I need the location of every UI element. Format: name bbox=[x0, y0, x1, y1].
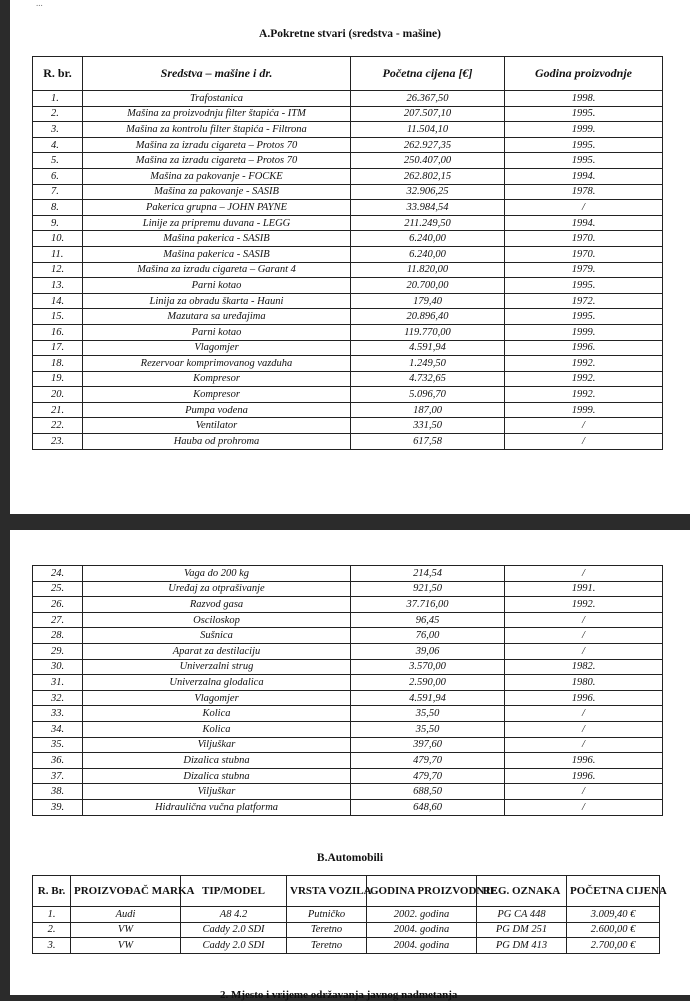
row-year: 1992. bbox=[505, 371, 663, 387]
machines-table-continued bbox=[32, 565, 663, 816]
row-number: 19. bbox=[33, 371, 83, 387]
car-model: A8 4.2 bbox=[181, 907, 287, 923]
row-price: 11.504,10 bbox=[351, 122, 505, 138]
car-year: 2004. godina bbox=[367, 938, 477, 954]
row-price: 250.407,00 bbox=[351, 153, 505, 169]
row-price: 1.249,50 bbox=[351, 356, 505, 372]
table-row bbox=[33, 799, 663, 815]
row-number: 13. bbox=[33, 278, 83, 294]
cars-header-make: PROIZVOĐAČ MARKA bbox=[71, 876, 181, 907]
row-year: 1992. bbox=[505, 356, 663, 372]
row-price: 4.591,94 bbox=[351, 690, 505, 706]
row-price: 39,06 bbox=[351, 643, 505, 659]
car-kind: Teretno bbox=[287, 938, 367, 954]
car-price: 3.009,40 € bbox=[567, 907, 660, 923]
cars-header-model: TIP/MODEL bbox=[181, 876, 287, 907]
table-row bbox=[33, 737, 663, 753]
row-price: 187,00 bbox=[351, 402, 505, 418]
car-registration: PG DM 251 bbox=[477, 922, 567, 938]
row-year: 1995. bbox=[505, 106, 663, 122]
row-number: 31. bbox=[33, 675, 83, 691]
row-price: 262.802,15 bbox=[351, 168, 505, 184]
table-row bbox=[33, 784, 663, 800]
cars-header-row bbox=[33, 876, 660, 907]
car-model: Caddy 2.0 SDI bbox=[181, 938, 287, 954]
row-price: 211.249,50 bbox=[351, 215, 505, 231]
car-registration: PG DM 413 bbox=[477, 938, 567, 954]
row-number: 12. bbox=[33, 262, 83, 278]
row-number: 22. bbox=[33, 418, 83, 434]
row-year: 1982. bbox=[505, 659, 663, 675]
section-2-heading-fragment: 2. Mjesto i vrijeme održavanja javnog nadmetanja bbox=[220, 989, 458, 1001]
header-price: Početna cijena [€] bbox=[351, 57, 505, 91]
row-year: 1980. bbox=[505, 675, 663, 691]
car-price: 2.700,00 € bbox=[567, 938, 660, 954]
car-year: 2004. godina bbox=[367, 922, 477, 938]
row-item-name: Parni kotao bbox=[83, 324, 351, 340]
row-item-name: Viljuškar bbox=[83, 784, 351, 800]
table-row bbox=[33, 324, 663, 340]
table-row bbox=[33, 309, 663, 325]
car-make: VW bbox=[71, 938, 181, 954]
row-number: 7. bbox=[33, 184, 83, 200]
row-item-name: Aparat za destilaciju bbox=[83, 643, 351, 659]
row-year: 1999. bbox=[505, 324, 663, 340]
header-year: Godina proizvodnje bbox=[505, 57, 663, 91]
header-item: Sredstva – mašine i dr. bbox=[83, 57, 351, 91]
table-row bbox=[33, 768, 663, 784]
row-year: 1972. bbox=[505, 293, 663, 309]
row-item-name: Mazutara sa uređajima bbox=[83, 309, 351, 325]
row-year: / bbox=[505, 418, 663, 434]
row-number: 37. bbox=[33, 768, 83, 784]
row-year: 1994. bbox=[505, 215, 663, 231]
table-row bbox=[33, 153, 663, 169]
row-item-name: Dizalica stubna bbox=[83, 753, 351, 769]
row-price: 207.507,10 bbox=[351, 106, 505, 122]
row-price: 3.570,00 bbox=[351, 659, 505, 675]
row-year: / bbox=[505, 643, 663, 659]
cars-header-year: GODINA PROIZVODNJE bbox=[367, 876, 477, 907]
section-b-title: B.Automobili bbox=[316, 852, 384, 864]
row-number: 6. bbox=[33, 168, 83, 184]
row-year: 1996. bbox=[505, 768, 663, 784]
car-model: Caddy 2.0 SDI bbox=[181, 922, 287, 938]
car-price: 2.600,00 € bbox=[567, 922, 660, 938]
car-kind: Putničko bbox=[287, 907, 367, 923]
machines-table-continued-body bbox=[33, 566, 663, 816]
row-item-name: Hauba od prohroma bbox=[83, 434, 351, 450]
machines-table bbox=[32, 56, 663, 450]
row-number: 14. bbox=[33, 293, 83, 309]
row-year: 1991. bbox=[505, 581, 663, 597]
row-year: 1996. bbox=[505, 690, 663, 706]
car-make: VW bbox=[71, 922, 181, 938]
row-number: 21. bbox=[33, 402, 83, 418]
row-item-name: Mašina za pakovanje - SASIB bbox=[83, 184, 351, 200]
table-row bbox=[33, 387, 663, 403]
row-item-name: Mašina za proizvodnju filter štapića - ITM bbox=[83, 106, 351, 122]
row-price: 6.240,00 bbox=[351, 231, 505, 247]
row-price: 26.367,50 bbox=[351, 91, 505, 107]
cars-header-price: POČETNA CIJENA bbox=[567, 876, 660, 907]
row-item-name: Mašina pakerica - SASIB bbox=[83, 246, 351, 262]
machines-table-body bbox=[33, 91, 663, 450]
row-year: / bbox=[505, 434, 663, 450]
row-price: 617,58 bbox=[351, 434, 505, 450]
row-number: 15. bbox=[33, 309, 83, 325]
row-price: 20.700,00 bbox=[351, 278, 505, 294]
document-page-1 bbox=[10, 0, 690, 514]
row-item-name: Kolica bbox=[83, 706, 351, 722]
row-price: 119.770,00 bbox=[351, 324, 505, 340]
row-item-name: Univerzalni strug bbox=[83, 659, 351, 675]
row-price: 33.984,54 bbox=[351, 200, 505, 216]
row-year: 1979. bbox=[505, 262, 663, 278]
page-top-fragment: ... bbox=[36, 0, 43, 8]
row-year: 1999. bbox=[505, 122, 663, 138]
row-item-name: Vlagomjer bbox=[83, 340, 351, 356]
row-year: / bbox=[505, 612, 663, 628]
row-number: 5. bbox=[33, 153, 83, 169]
table-row bbox=[33, 643, 663, 659]
row-number: 26. bbox=[33, 597, 83, 613]
cars-table-body bbox=[33, 907, 660, 954]
row-number: 11. bbox=[33, 246, 83, 262]
car-year: 2002. godina bbox=[367, 907, 477, 923]
row-price: 35,50 bbox=[351, 721, 505, 737]
table-row bbox=[33, 293, 663, 309]
table-row bbox=[33, 200, 663, 216]
table-header-row bbox=[33, 57, 663, 91]
row-price: 479,70 bbox=[351, 753, 505, 769]
row-item-name: Pumpa vodena bbox=[83, 402, 351, 418]
row-year: / bbox=[505, 200, 663, 216]
row-year: 1999. bbox=[505, 402, 663, 418]
row-item-name: Kolica bbox=[83, 721, 351, 737]
row-item-name: Razvod gasa bbox=[83, 597, 351, 613]
car-number: 1. bbox=[33, 907, 71, 923]
table-row bbox=[33, 106, 663, 122]
row-price: 96,45 bbox=[351, 612, 505, 628]
row-price: 397,60 bbox=[351, 737, 505, 753]
row-price: 11.820,00 bbox=[351, 262, 505, 278]
table-row bbox=[33, 706, 663, 722]
row-number: 34. bbox=[33, 721, 83, 737]
row-price: 648,60 bbox=[351, 799, 505, 815]
row-number: 8. bbox=[33, 200, 83, 216]
row-price: 688,50 bbox=[351, 784, 505, 800]
row-item-name: Mašina za izradu cigareta – Garant 4 bbox=[83, 262, 351, 278]
table-row bbox=[33, 215, 663, 231]
cars-header-rbr: R. Br. bbox=[33, 876, 71, 907]
row-number: 25. bbox=[33, 581, 83, 597]
row-item-name: Mašina za pakovanje - FOCKE bbox=[83, 168, 351, 184]
row-item-name: Kompresor bbox=[83, 371, 351, 387]
row-item-name: Ventilator bbox=[83, 418, 351, 434]
table-row bbox=[33, 612, 663, 628]
row-number: 28. bbox=[33, 628, 83, 644]
table-row bbox=[33, 597, 663, 613]
row-number: 20. bbox=[33, 387, 83, 403]
row-item-name: Uređaj za otprašivanje bbox=[83, 581, 351, 597]
table-row bbox=[33, 659, 663, 675]
table-row bbox=[33, 581, 663, 597]
row-year: 1992. bbox=[505, 387, 663, 403]
row-year: / bbox=[505, 706, 663, 722]
row-year: / bbox=[505, 721, 663, 737]
row-year: / bbox=[505, 566, 663, 582]
table-row bbox=[33, 721, 663, 737]
table-row bbox=[33, 231, 663, 247]
row-year: / bbox=[505, 628, 663, 644]
row-year: / bbox=[505, 737, 663, 753]
row-year: 1978. bbox=[505, 184, 663, 200]
row-year: 1970. bbox=[505, 231, 663, 247]
row-price: 479,70 bbox=[351, 768, 505, 784]
row-year: 1996. bbox=[505, 340, 663, 356]
row-price: 921,50 bbox=[351, 581, 505, 597]
row-item-name: Rezervoar komprimovanog vazduha bbox=[83, 356, 351, 372]
row-price: 35,50 bbox=[351, 706, 505, 722]
row-price: 4.732,65 bbox=[351, 371, 505, 387]
header-rbr: R. br. bbox=[33, 57, 83, 91]
row-number: 9. bbox=[33, 215, 83, 231]
row-item-name: Mašina za izradu cigareta – Protos 70 bbox=[83, 137, 351, 153]
row-item-name: Vlagomjer bbox=[83, 690, 351, 706]
table-row bbox=[33, 628, 663, 644]
table-row bbox=[33, 356, 663, 372]
row-price: 76,00 bbox=[351, 628, 505, 644]
row-item-name: Mašina za izradu cigareta – Protos 70 bbox=[83, 153, 351, 169]
row-item-name: Mašina za kontrolu filter štapića - Filtrona bbox=[83, 122, 351, 138]
row-number: 16. bbox=[33, 324, 83, 340]
car-make: Audi bbox=[71, 907, 181, 923]
table-row bbox=[33, 675, 663, 691]
table-row bbox=[33, 278, 663, 294]
car-row bbox=[33, 922, 660, 938]
row-number: 30. bbox=[33, 659, 83, 675]
row-price: 20.896,40 bbox=[351, 309, 505, 325]
row-price: 331,50 bbox=[351, 418, 505, 434]
row-item-name: Linije za pripremu duvana - LEGG bbox=[83, 215, 351, 231]
car-row bbox=[33, 907, 660, 923]
row-year: 1995. bbox=[505, 278, 663, 294]
row-item-name: Viljuškar bbox=[83, 737, 351, 753]
row-year: 1996. bbox=[505, 753, 663, 769]
row-number: 35. bbox=[33, 737, 83, 753]
cars-header-kind: VRSTA VOZILA bbox=[287, 876, 367, 907]
row-item-name: Dizalica stubna bbox=[83, 768, 351, 784]
row-number: 36. bbox=[33, 753, 83, 769]
cars-table bbox=[32, 875, 667, 954]
row-number: 38. bbox=[33, 784, 83, 800]
row-year: 1992. bbox=[505, 597, 663, 613]
row-item-name: Mašina pakerica - SASIB bbox=[83, 231, 351, 247]
table-row bbox=[33, 168, 663, 184]
row-number: 18. bbox=[33, 356, 83, 372]
table-row bbox=[33, 371, 663, 387]
table-row bbox=[33, 184, 663, 200]
row-year: 1995. bbox=[505, 153, 663, 169]
row-year: 1970. bbox=[505, 246, 663, 262]
table-row bbox=[33, 753, 663, 769]
row-number: 23. bbox=[33, 434, 83, 450]
row-number: 1. bbox=[33, 91, 83, 107]
row-price: 5.096,70 bbox=[351, 387, 505, 403]
row-year: / bbox=[505, 799, 663, 815]
car-number: 2. bbox=[33, 922, 71, 938]
row-item-name: Linija za obradu škarta - Hauni bbox=[83, 293, 351, 309]
cars-header-reg: REG. OZNAKA bbox=[477, 876, 567, 907]
car-number: 3. bbox=[33, 938, 71, 954]
row-year: 1995. bbox=[505, 137, 663, 153]
section-a-title: A.Pokretne stvari (sredstva - mašine) bbox=[259, 28, 441, 40]
row-number: 32. bbox=[33, 690, 83, 706]
row-price: 6.240,00 bbox=[351, 246, 505, 262]
row-number: 17. bbox=[33, 340, 83, 356]
row-price: 2.590,00 bbox=[351, 675, 505, 691]
row-number: 10. bbox=[33, 231, 83, 247]
row-item-name: Pakerica grupna – JOHN PAYNE bbox=[83, 200, 351, 216]
row-item-name: Sušnica bbox=[83, 628, 351, 644]
row-item-name: Kompresor bbox=[83, 387, 351, 403]
row-item-name: Vaga do 200 kg bbox=[83, 566, 351, 582]
row-price: 262.927,35 bbox=[351, 137, 505, 153]
table-row bbox=[33, 402, 663, 418]
document-page-2 bbox=[10, 530, 690, 1001]
row-year: 1994. bbox=[505, 168, 663, 184]
row-number: 24. bbox=[33, 566, 83, 582]
table-row bbox=[33, 340, 663, 356]
car-kind: Teretno bbox=[287, 922, 367, 938]
row-number: 39. bbox=[33, 799, 83, 815]
table-row bbox=[33, 690, 663, 706]
table-row bbox=[33, 262, 663, 278]
table-row bbox=[33, 246, 663, 262]
row-item-name: Univerzalna glodalica bbox=[83, 675, 351, 691]
row-item-name: Trafostanica bbox=[83, 91, 351, 107]
row-price: 37.716,00 bbox=[351, 597, 505, 613]
row-year: / bbox=[505, 784, 663, 800]
row-price: 214,54 bbox=[351, 566, 505, 582]
row-item-name: Parni kotao bbox=[83, 278, 351, 294]
row-price: 32.906,25 bbox=[351, 184, 505, 200]
row-number: 27. bbox=[33, 612, 83, 628]
table-row bbox=[33, 418, 663, 434]
table-row bbox=[33, 137, 663, 153]
row-year: 1995. bbox=[505, 309, 663, 325]
row-number: 29. bbox=[33, 643, 83, 659]
row-price: 4.591,94 bbox=[351, 340, 505, 356]
row-year: 1998. bbox=[505, 91, 663, 107]
row-number: 4. bbox=[33, 137, 83, 153]
car-row bbox=[33, 938, 660, 954]
row-item-name: Osciloskop bbox=[83, 612, 351, 628]
row-number: 3. bbox=[33, 122, 83, 138]
car-registration: PG CA 448 bbox=[477, 907, 567, 923]
table-row bbox=[33, 434, 663, 450]
row-number: 2. bbox=[33, 106, 83, 122]
table-row bbox=[33, 122, 663, 138]
table-row bbox=[33, 91, 663, 107]
row-item-name: Hidraulična vučna platforma bbox=[83, 799, 351, 815]
row-price: 179,40 bbox=[351, 293, 505, 309]
row-number: 33. bbox=[33, 706, 83, 722]
table-row bbox=[33, 566, 663, 582]
